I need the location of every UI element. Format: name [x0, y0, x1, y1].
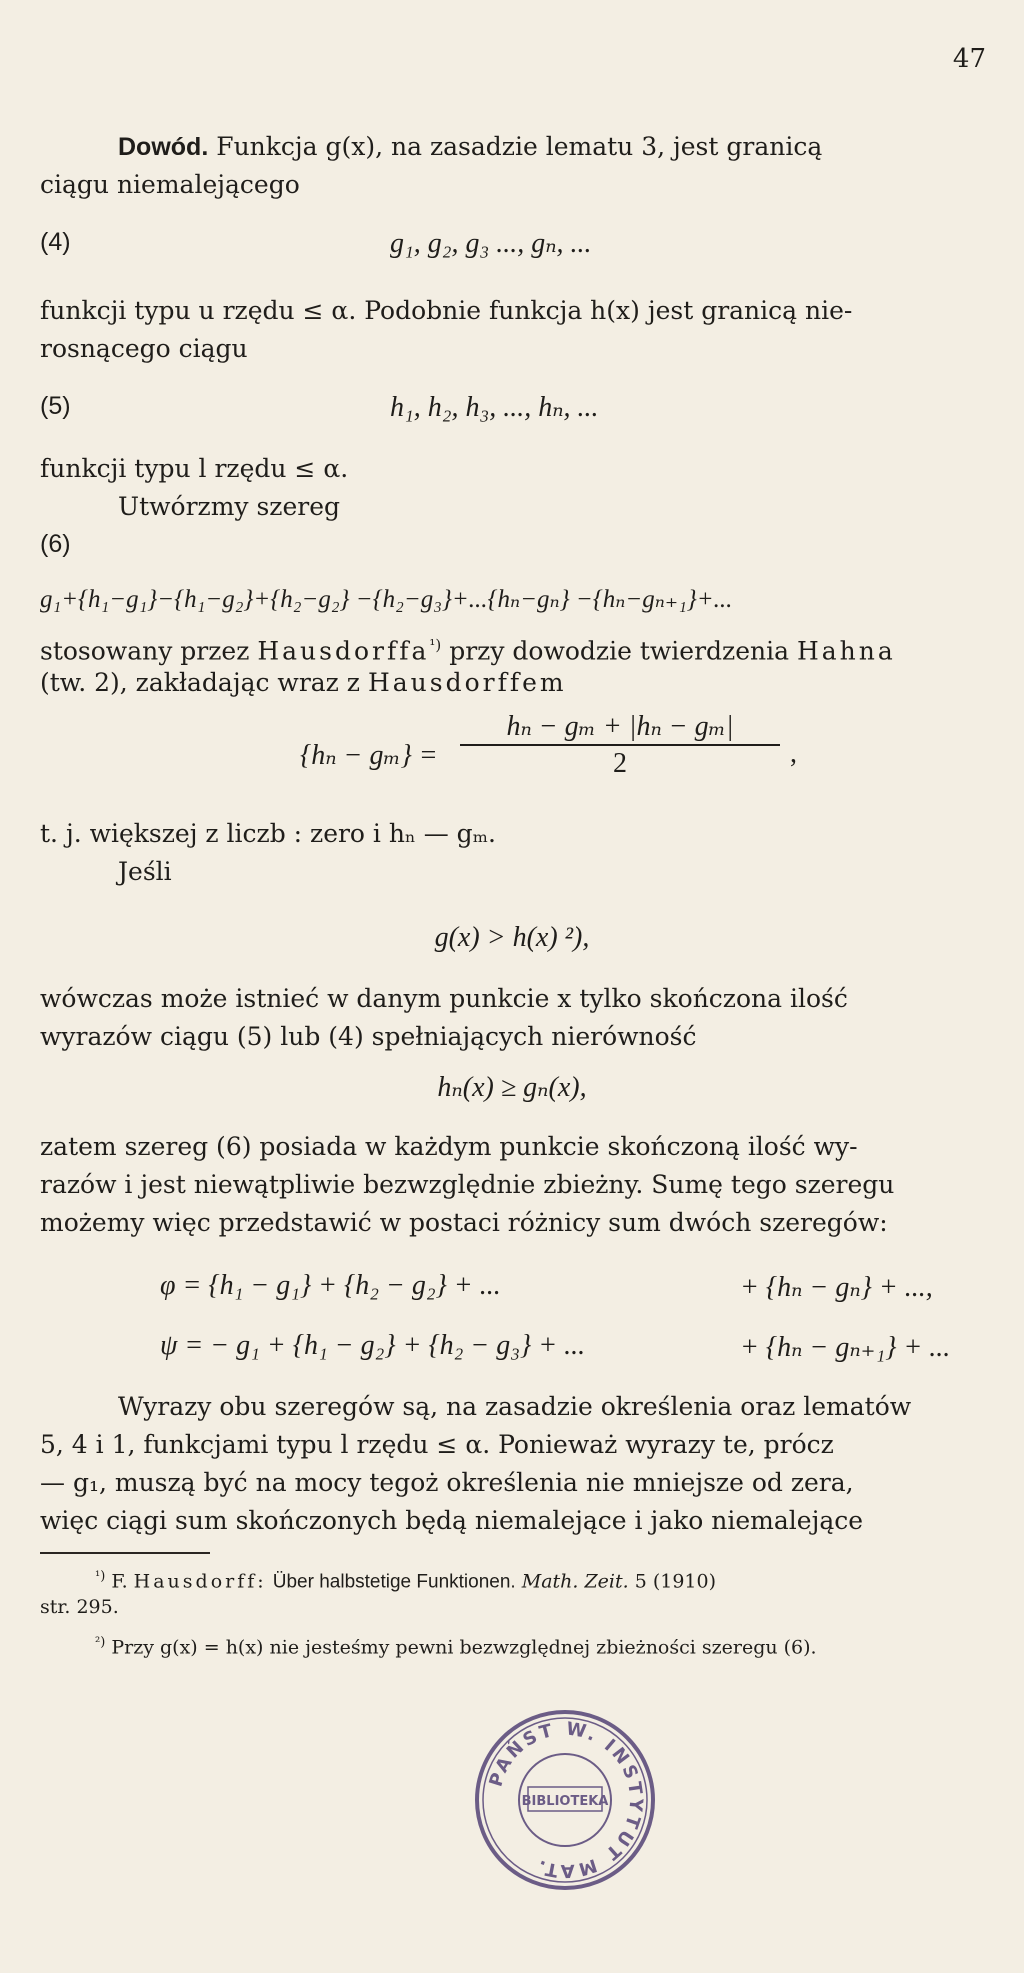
proof-text: Funkcja g(x), na zasadzie lematu 3, jest granicą [216, 132, 823, 161]
text-fragment: (tw. 2), zakładając wraz z [40, 668, 360, 697]
footnote-ref-1: ¹) [429, 636, 442, 654]
footnote-marker-1: ¹) [95, 1569, 106, 1584]
proof-lead: Dowód. [118, 133, 209, 161]
paragraph-5-line-2 [40, 664, 567, 702]
paragraph-2-line-1: funkcji typu u rzędu ≤ α. Podobnie funkcja h(x) jest granicą nie- [40, 296, 853, 325]
paragraph-4: Utwórzmy szereg [118, 492, 341, 521]
proof-line-2: ciągu niemalejącego [40, 170, 300, 199]
equation-number-4: (4) [40, 228, 71, 256]
paragraph-11-line-4: więc ciągi sum skończonych będą niemalejące i jako niemalejące [40, 1506, 864, 1535]
paragraph-2-line-2: rosnącego ciągu [40, 334, 248, 363]
article-title: Über halbstetige Funktionen. [272, 1571, 516, 1593]
equation-psi-left: ψ = − g₁ + {h₁ − g₂} + {h₂ − g₃} + ... [160, 1330, 586, 1361]
footnote-1-line-2: str. 295. [40, 1596, 119, 1618]
fraction-numerator: hₙ − gₘ + |hₙ − gₘ| [506, 711, 734, 742]
equation-9: hₙ(x) ≥ gₙ(x), [437, 1072, 587, 1103]
paragraph-11-line-2: 5, 4 i 1, funkcjami typu l rzędu ≤ α. Ponieważ wyrazy te, prócz [40, 1430, 834, 1459]
paragraph-10-line-3: możemy więc przedstawić w postaci różnicy sum dwóch szeregów: [40, 1208, 888, 1237]
paragraph-11-line-1: Wyrazy obu szeregów są, na zasadzie określenia oraz lematów [118, 1392, 912, 1421]
footnote-marker-2: ²) [95, 1635, 106, 1650]
svg-text:BIBLIOTEKA: BIBLIOTEKA [521, 1794, 609, 1809]
author-name-hausdorffem: Hausdorffem [367, 668, 567, 697]
page-number: 47 [952, 44, 986, 74]
equation-4: g₁, g₂, g₃ ..., gₙ, ... [390, 228, 592, 259]
equation-psi-right: + {hₙ − gₙ₊₁} + ... [740, 1332, 951, 1363]
equation-number-6: (6) [40, 530, 71, 558]
equation-number-5: (5) [40, 392, 71, 420]
paragraph-8: Jeśli [118, 857, 172, 886]
svg-text:PAŃST W. INSTYTUT MAT.: PAŃST W. INSTYTUT MAT. [485, 1718, 647, 1882]
journal-name: Math. Zeit. [521, 1570, 629, 1593]
equation-phi-right: + {hₙ − gₙ} + ..., [740, 1272, 933, 1303]
author-name: Hausdorff: [133, 1570, 267, 1593]
paragraph-7: t. j. większej z liczb : zero i hₙ — gₘ. [40, 819, 496, 848]
text-fragment: F. [111, 1570, 128, 1593]
footnote-separator [40, 1552, 210, 1554]
volume-year: 5 (1910) [634, 1570, 717, 1593]
footnote-1-line-1 [95, 1562, 716, 1597]
equation-7-fraction [460, 710, 780, 782]
author-name-hausdorff: Hausdorffa [257, 636, 430, 666]
equation-6: g₁+{h₁−g₁}−{h₁−g₂}+{h₂−g₂} −{h₂−g₃}+...{hₙ−gₙ} −{hₙ−gₙ₊₁}+... [40, 586, 733, 613]
paragraph-9-line-1: wówczas może istnieć w danym punkcie x tylko skończona ilość [40, 984, 848, 1013]
equation-7-comma: , [790, 738, 797, 769]
library-stamp-icon [470, 1705, 660, 1895]
equation-7-lhs: {hₙ − gₘ} = [300, 740, 438, 771]
paragraph-3: funkcji typu l rzędu ≤ α. [40, 454, 349, 483]
footnote-2 [95, 1628, 817, 1662]
fraction-denominator: 2 [613, 748, 627, 779]
footnote-2-text: Przy g(x) = h(x) nie jesteśmy pewni bezwzględnej zbieżności szeregu (6). [111, 1636, 817, 1659]
text-fragment: przy dowodzie twierdzenia [449, 636, 789, 666]
equation-8: g(x) > h(x) ²), [434, 922, 590, 953]
author-name-hahn: Hahna [796, 636, 896, 666]
equation-phi-left: φ = {h₁ − g₁} + {h₂ − g₂} + ... [160, 1270, 501, 1301]
text-fragment: stosowany przez [40, 636, 250, 666]
paragraph-11-line-3: — g₁, muszą być na mocy tegoż określenia nie mniejsze od zera, [40, 1468, 854, 1497]
paragraph-10-line-1: zatem szereg (6) posiada w każdym punkcie skończoną ilość wy- [40, 1132, 858, 1161]
proof-line-1 [118, 128, 822, 166]
paragraph-9-line-2: wyrazów ciągu (5) lub (4) spełniających nierówność [40, 1022, 697, 1051]
paragraph-10-line-2: razów i jest niewątpliwie bezwzględnie zbieżny. Sumę tego szeregu [40, 1170, 895, 1199]
equation-5: h₁, h₂, h₃, ..., hₙ, ... [390, 392, 599, 423]
